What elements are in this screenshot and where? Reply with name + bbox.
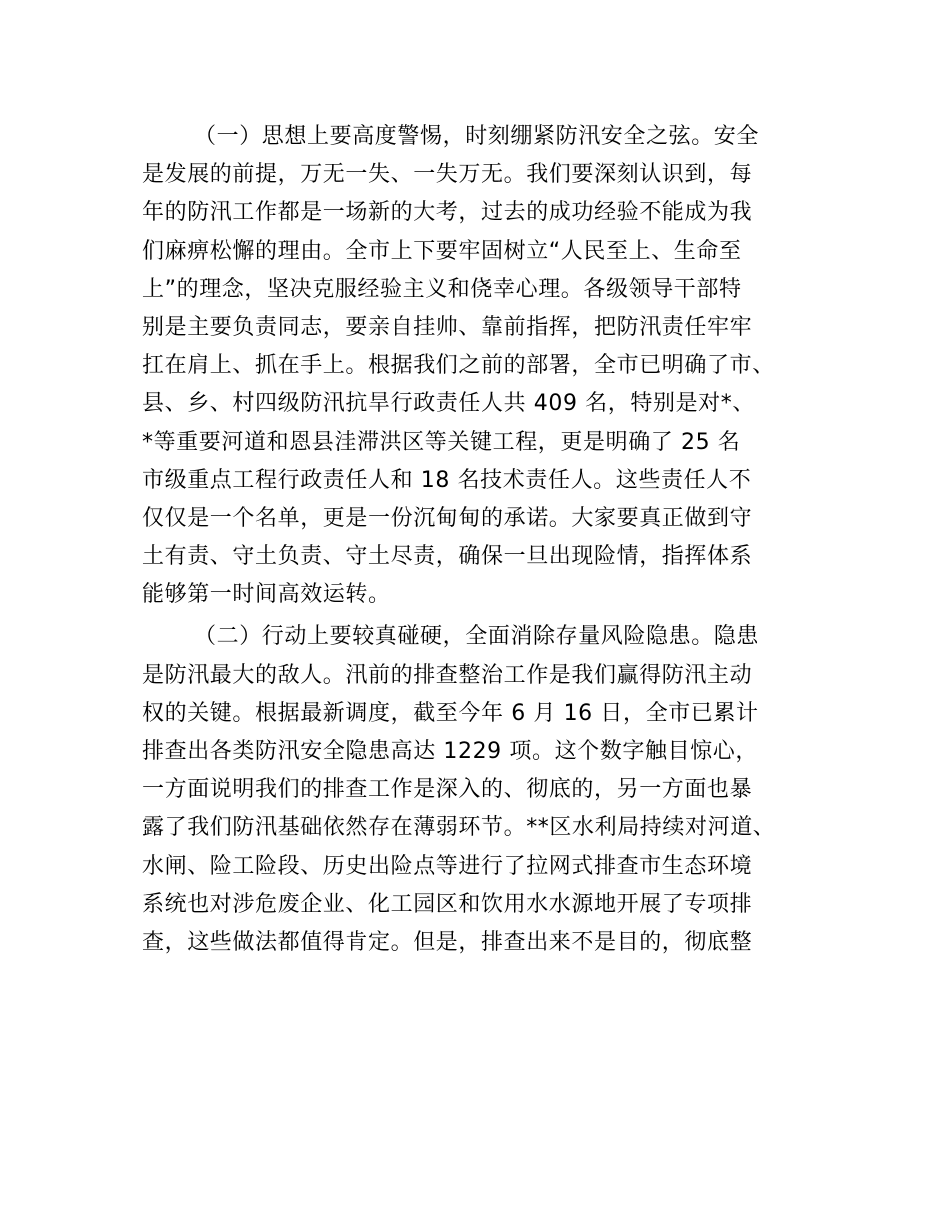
text-line: 年的防汛工作都是一场新的大考，过去的成功经验不能成为我 [142,200,753,226]
document-page [142,118,824,962]
text-line: 系统也对涉危废企业、化工园区和饮用水水源地开展了专项排 [142,891,753,917]
text-line: 是防汛最大的敌人。汛前的排查整治工作是我们赢得防汛主动 [142,662,753,688]
text-line: （一）思想上要高度警惕，时刻绷紧防汛安全之弦。安全 [194,124,760,149]
text-line: 土有责、守土负责、守土尽责，确保一旦出现险情，指挥体系 [142,544,753,570]
text-line: 排查出各类防汛安全隐患高达 1229 项。这个数字触目惊心， [142,739,758,764]
text-line: 扛在肩上、抓在手上。根据我们之前的部署，全市已明确了市、 [142,353,775,379]
text-line: （二）行动上要较真碰硬，全面消除存量风险隐患。隐患 [194,624,760,650]
text-line: 县、乡、村四级防汛抗旱行政责任人共 409 名，特别是对*、 [142,391,755,417]
paragraph-2 [142,618,824,962]
text-line: 是发展的前提，万无一失、一失万无。我们要深刻认识到，每 [142,162,753,188]
text-line: 露了我们防汛基础依然存在薄弱环节。**区水利局持续对河道、 [142,815,776,841]
text-line: 上”的理念，坚决克服经验主义和侥幸心理。各级领导干部特 [142,276,742,302]
text-line: 仅仅是一个名单，更是一份沉甸甸的承诺。大家要真正做到守 [142,505,753,531]
text-line: 水闸、险工险段、历史出险点等进行了拉网式排查市生态环境 [142,853,753,879]
text-line: 们麻痹松懈的理由。全市上下要牢固树立“人民至上、生命至 [142,238,742,264]
text-line: 能够第一时间高效运转。 [142,582,391,608]
paragraph-1 [142,118,824,614]
text-line: 别是主要负责同志，要亲自挂帅、靠前指挥，把防汛责任牢牢 [142,314,753,340]
text-line: 一方面说明我们的排查工作是深入的、彻底的，另一方面也暴 [142,777,753,803]
text-line: 市级重点工程行政责任人和 18 名技术责任人。这些责任人不 [142,467,752,493]
text-line: *等重要河道和恩县洼滞洪区等关键工程，更是明确了 25 名 [142,429,741,455]
text-line: 查，这些做法都值得肯定。但是，排查出来不是目的，彻底整 [142,929,753,955]
text-line: 权的关键。根据最新调度，截至今年 6 月 16 日，全市已累计 [142,700,759,726]
